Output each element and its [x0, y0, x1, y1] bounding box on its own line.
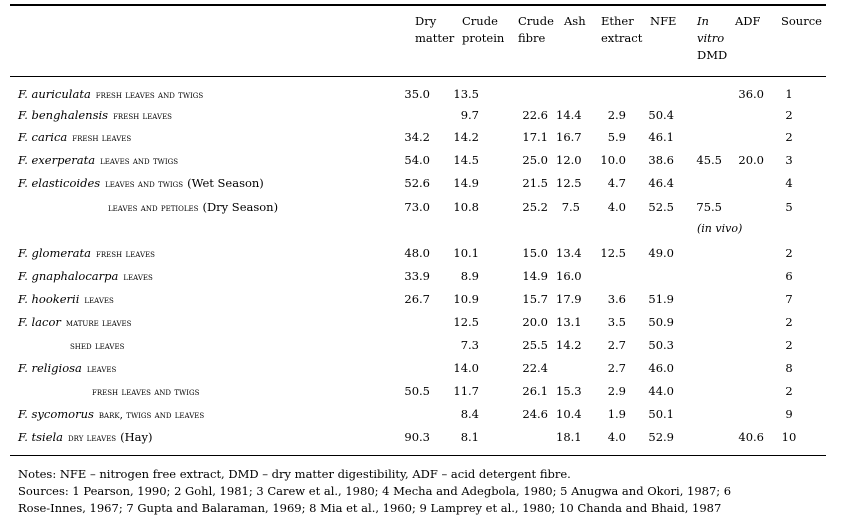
cell-ash: 12.0 [556, 153, 582, 167]
row-label [18, 130, 131, 144]
row-label [18, 292, 114, 306]
cell-ee: 2.7 [607, 361, 626, 375]
row-label [92, 384, 199, 398]
cell-cp: 10.8 [453, 200, 479, 214]
plant-part: dry leaves [68, 432, 117, 444]
plant-part: fresh leaves and twigs [95, 89, 204, 101]
cell-src: 2 [785, 315, 793, 329]
cell-dm: 35.0 [404, 87, 430, 101]
cell-cf: 14.9 [522, 269, 548, 283]
cell-cp: 10.1 [453, 246, 479, 260]
cell-cp: 14.9 [453, 176, 479, 190]
cell-adf: 40.6 [738, 430, 764, 444]
row-label [18, 176, 264, 190]
cell-ash: 13.4 [556, 246, 582, 260]
plant-part: leaves and twigs [105, 178, 184, 190]
plant-part: leaves and petioles [108, 202, 199, 214]
cell-ee: 4.7 [607, 176, 626, 190]
species-name: F. carica [18, 130, 68, 144]
row-label [18, 153, 178, 167]
header-adf: ADF [735, 14, 761, 28]
cell-ash: 16.0 [556, 269, 582, 283]
header-ash: Ash [564, 14, 586, 28]
table-row [0, 174, 841, 194]
plant-part: fresh leaves [113, 110, 172, 122]
cell-ash: 15.3 [556, 384, 582, 398]
plant-part: mature leaves [65, 317, 132, 329]
cell-ee: 2.7 [607, 338, 626, 352]
plant-part: bark, twigs and leaves [98, 409, 205, 421]
cell-ee: 4.0 [607, 430, 626, 444]
plant-part: shed leaves [70, 340, 125, 352]
species-name: F. sycomorus [18, 407, 94, 421]
table-row [0, 267, 841, 287]
cell-cp: 14.5 [453, 153, 479, 167]
in-vivo-note: (in vivo) [697, 222, 743, 235]
cell-adf: 36.0 [738, 87, 764, 101]
table-row [0, 405, 841, 425]
cell-dm: 48.0 [404, 246, 430, 260]
cell-ash: 14.4 [556, 108, 582, 122]
cell-src: 8 [785, 361, 793, 375]
cell-src: 10 [781, 430, 797, 444]
header-crude-protein: Crude protein [462, 14, 505, 45]
cell-src: 2 [785, 108, 793, 122]
species-name: F. elasticoides [18, 176, 101, 190]
cell-cf: 25.2 [522, 200, 548, 214]
species-name: F. benghalensis [18, 108, 109, 122]
table-row [0, 106, 841, 126]
cell-cf: 25.5 [522, 338, 548, 352]
table-row [0, 290, 841, 310]
species-name: F. tsiela [18, 430, 64, 444]
plant-part: leaves [86, 363, 117, 375]
cell-cp: 10.9 [453, 292, 479, 306]
header-in-vitro-dmd: In vitro DMD [697, 14, 728, 62]
table-row [0, 198, 841, 218]
notes-label: Notes: [18, 467, 57, 481]
cell-cf: 24.6 [522, 407, 548, 421]
plant-part: leaves [84, 294, 114, 306]
cell-dm: 34.2 [404, 130, 430, 144]
species-name: F. auriculata [18, 87, 91, 101]
species-name: F. exerperata [18, 153, 96, 167]
table-row [0, 244, 841, 264]
cell-ash: 18.1 [556, 430, 582, 444]
cell-cp: 14.2 [453, 130, 479, 144]
sources-text-2: Rose-Innes, 1967; 7 Gupta and Balaraman, 1969; 8 Mia et al., 1960; 9 Lamprey et al., 1980; 10 Chanda and Bhaid, 1987 [18, 501, 722, 515]
cell-cp: 8.4 [460, 407, 479, 421]
table-row [0, 313, 841, 333]
cell-cp: 11.7 [453, 384, 479, 398]
plant-part: fresh leaves [96, 248, 155, 260]
sources-text-1: 1 Pearson, 1990; 2 Gohl, 1981; 3 Carew et al., 1980; 4 Mecha and Adegbola, 1980; 5 Anugwa and Okori, 1987; 6 [72, 484, 732, 498]
cell-cf: 22.6 [522, 108, 548, 122]
species-name: F. lacor [18, 315, 61, 329]
row-label [18, 361, 116, 375]
cell-src: 9 [785, 407, 793, 421]
cell-nfe: 50.1 [648, 407, 674, 421]
row-qualifier: (Dry Season) [202, 200, 279, 214]
table-row [0, 382, 841, 402]
table-row [0, 336, 841, 356]
cell-ee: 2.9 [607, 384, 626, 398]
cell-ee: 4.0 [607, 200, 626, 214]
table-row [0, 359, 841, 379]
row-label [18, 87, 203, 101]
cell-ee: 1.9 [607, 407, 626, 421]
cell-cp: 14.0 [453, 361, 479, 375]
table-row [0, 428, 841, 448]
sources-line-1 [18, 483, 731, 500]
cell-ee: 10.0 [600, 153, 626, 167]
sources-label: Sources: [18, 484, 69, 498]
cell-ash: 10.4 [556, 407, 582, 421]
cell-ash: 17.9 [556, 292, 582, 306]
cell-nfe: 50.3 [648, 338, 674, 352]
cell-cp: 8.1 [460, 430, 479, 444]
cell-ee: 5.9 [607, 130, 626, 144]
row-label [108, 200, 278, 214]
table-row [0, 151, 841, 171]
cell-nfe: 44.0 [648, 384, 674, 398]
cell-ash: 12.5 [556, 176, 582, 190]
cell-src: 2 [785, 338, 793, 352]
row-label [18, 246, 155, 260]
plant-part: fresh leaves [72, 132, 132, 144]
table-row [0, 128, 841, 148]
cell-src: 2 [785, 130, 793, 144]
species-name: F. religiosa [18, 361, 82, 375]
plant-part: fresh leaves and twigs [92, 386, 200, 398]
table-row [0, 85, 841, 105]
cell-nfe: 52.5 [648, 200, 674, 214]
header-dry-matter: Dry matter [415, 14, 455, 45]
row-label [18, 108, 172, 122]
cell-cf: 17.1 [522, 130, 548, 144]
cell-nfe: 46.1 [648, 130, 674, 144]
cell-ash: 13.1 [556, 315, 582, 329]
cell-cp: 7.3 [460, 338, 479, 352]
sources-line-2 [18, 500, 721, 517]
cell-src: 2 [785, 246, 793, 260]
cell-dm: 33.9 [404, 269, 430, 283]
cell-nfe: 46.0 [648, 361, 674, 375]
cell-nfe: 50.4 [648, 108, 674, 122]
cell-src: 7 [785, 292, 793, 306]
table-bottom-rule [10, 455, 826, 456]
cell-ash: 7.5 [561, 200, 580, 214]
cell-nfe: 49.0 [648, 246, 674, 260]
row-label [18, 269, 153, 283]
cell-ee: 12.5 [600, 246, 626, 260]
cell-cf: 26.1 [522, 384, 548, 398]
cell-ee: 2.9 [607, 108, 626, 122]
cell-cf: 21.5 [522, 176, 548, 190]
cell-dm: 50.5 [404, 384, 430, 398]
row-label [18, 315, 131, 329]
table-top-rule [10, 4, 826, 6]
cell-ee: 3.5 [607, 315, 626, 329]
row-label [18, 407, 204, 421]
species-name: F. hookerii [18, 292, 80, 306]
cell-dm: 52.6 [404, 176, 430, 190]
cell-ash: 14.2 [556, 338, 582, 352]
cell-adf: 20.0 [738, 153, 764, 167]
cell-cf: 15.0 [522, 246, 548, 260]
row-label [18, 430, 152, 444]
cell-ash: 16.7 [556, 130, 582, 144]
row-label [70, 338, 124, 352]
notes-text: NFE – nitrogen free extract, DMD – dry matter digestibility, ADF – acid detergent fibre. [59, 467, 571, 481]
cell-src: 6 [785, 269, 793, 283]
species-name: F. glomerata [18, 246, 92, 260]
cell-cf: 22.4 [522, 361, 548, 375]
cell-cp: 9.7 [460, 108, 479, 122]
cell-dm: 73.0 [404, 200, 430, 214]
cell-dm: 90.3 [404, 430, 430, 444]
notes-line [18, 466, 571, 483]
cell-nfe: 51.9 [648, 292, 674, 306]
row-qualifier: (Hay) [120, 430, 153, 444]
species-name: F. gnaphalocarpa [18, 269, 119, 283]
cell-dm: 54.0 [404, 153, 430, 167]
cell-cf: 20.0 [522, 315, 548, 329]
header-nfe: NFE [650, 14, 677, 28]
cell-cp: 8.9 [460, 269, 479, 283]
header-ether-extract: Ether extract [601, 14, 643, 45]
cell-cf: 25.0 [522, 153, 548, 167]
cell-src: 2 [785, 384, 793, 398]
cell-nfe: 38.6 [648, 153, 674, 167]
row-qualifier: (Wet Season) [187, 176, 264, 190]
cell-cp: 12.5 [453, 315, 479, 329]
header-crude-fibre: Crude fibre [518, 14, 554, 45]
cell-src: 1 [785, 87, 793, 101]
cell-nfe: 50.9 [648, 315, 674, 329]
cell-src: 3 [785, 153, 793, 167]
cell-src: 5 [785, 200, 793, 214]
cell-cp: 13.5 [453, 87, 479, 101]
cell-cf: 15.7 [522, 292, 548, 306]
header-source: Source [781, 14, 822, 28]
cell-ee: 3.6 [607, 292, 626, 306]
plant-part: leaves and twigs [100, 155, 179, 167]
cell-dmd: 75.5 [696, 200, 722, 214]
plant-part: leaves [123, 271, 153, 283]
cell-src: 4 [785, 176, 793, 190]
cell-dmd: 45.5 [696, 153, 722, 167]
header-rule [10, 76, 826, 77]
cell-dm: 26.7 [404, 292, 430, 306]
cell-nfe: 46.4 [648, 176, 674, 190]
cell-nfe: 52.9 [648, 430, 674, 444]
